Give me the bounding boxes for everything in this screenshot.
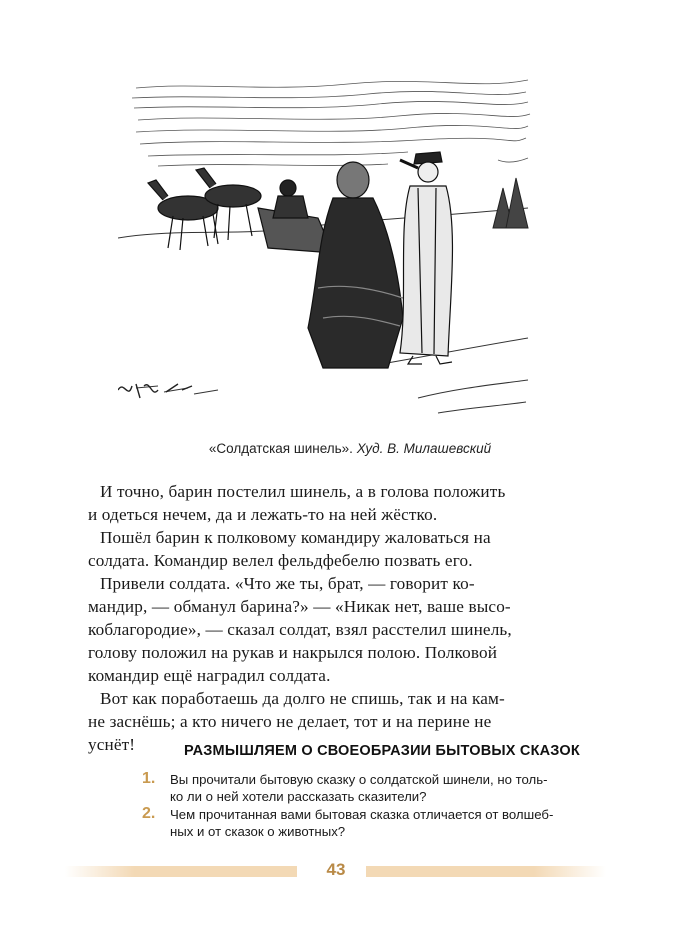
story-text [88, 480, 610, 756]
text-line: и одеться нечем, да и лежать-то на ней жёстко. [88, 505, 438, 524]
text-line: не заснёшь; а кто ничего не делает, тот и на перине не [88, 712, 492, 731]
page-number: 43 [326, 860, 346, 879]
section-heading: РАЗМЫШЛЯЕМ О СВОЕОБРАЗИИ БЫТОВЫХ СКАЗОК [184, 743, 580, 759]
text-line: Вот как поработаешь да долго не спишь, так и на кам- [100, 689, 505, 708]
illustration-caption [0, 441, 700, 456]
paragraph-3 [88, 572, 610, 687]
text-line: уснёт! [88, 735, 136, 754]
question-number: 2. [142, 805, 156, 822]
text-line: командир ещё наградил солдата. [88, 666, 331, 685]
illustration [118, 68, 534, 436]
questions-list [142, 770, 612, 841]
question-text: Чем прочитанная вами бытовая сказка отличается от волшеб- [170, 807, 554, 822]
text-line: солдата. Командир велел фельдфебелю позвать его. [88, 551, 473, 570]
engraving-soldier-coat-illustration [118, 68, 534, 436]
text-line: Пошёл барин к полковому командиру жаловаться на [100, 528, 491, 547]
question-number: 1. [142, 770, 156, 787]
caption-artist: Худ. В. Милашевский [356, 441, 492, 456]
text-line: мандир, — обманул барина?» — «Никак нет, ваше высо- [88, 597, 511, 616]
question-text: ко ли о ней хотели рассказать сказители? [170, 789, 427, 804]
caption-title: «Солдатская шинель». [208, 441, 353, 456]
question-item [142, 805, 612, 840]
text-line: И точно, барин постелил шинель, а в голова положить [100, 482, 506, 501]
question-text: Вы прочитали бытовую сказку о солдатской шинели, но толь- [170, 772, 548, 787]
paragraph-2 [88, 526, 610, 572]
text-line: Привели солдата. «Что же ты, брат, — говорит ко- [100, 574, 475, 593]
paragraph-1 [88, 480, 610, 526]
question-item [142, 770, 612, 805]
footer-decoration-right [366, 866, 606, 877]
text-line: коблагородие», — сказал солдат, взял расстелил шинель, [88, 620, 512, 639]
text-line: голову положил на рукав и накрылся полою. Полковой [88, 643, 498, 662]
footer-decoration-left [65, 866, 297, 877]
question-text: ных и от сказок о животных? [170, 824, 346, 839]
